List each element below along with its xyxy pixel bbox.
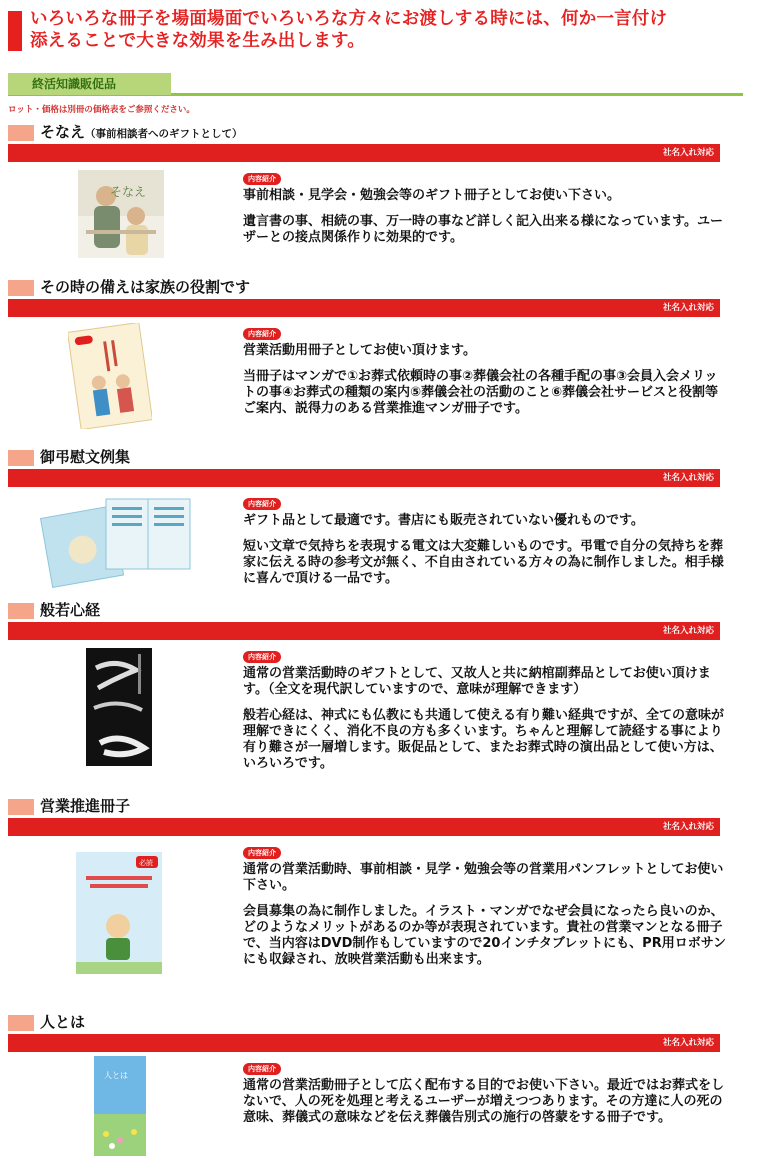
svg-text:人とは: 人とは [104,1071,128,1080]
svg-text:必読: 必読 [139,859,153,867]
section-title: そなえ（事前相談者へのギフトとして） [40,123,243,141]
content-badge: 内容紹介 [243,173,281,185]
product-section-hannya [8,600,725,771]
heading-square [8,799,34,815]
section-body [243,321,728,417]
section-paragraph: 当冊子はマンガで①お葬式依頼時の事②葬儀会社の各種手配の事③会員入会メリットの事④お葬式の種類の案内⑤葬儀会社の活動のこと⑥葬儀会社サービスと役割等ご案内、説得力のある営業推進マンガ冊子です。 [243,369,719,416]
section-heading [8,796,720,818]
section-red-bar [8,818,720,836]
content-badge: 内容紹介 [243,328,281,340]
product-image-sonae [78,170,164,262]
section-red-bar [8,144,720,162]
section-paragraph: 通常の営業活動冊子として広く配布する目的でお使い下さい。最近ではお葬式をしないで、人の死を処理と考えるユーザーが増えつつあります。その方達に人の死の意味、葬儀式の意味などを伝え葬儀告別式の施行の啓蒙をする冊子です。 [243,1078,725,1125]
section-paragraph: ギフト品として最適です。書店にも販売されていない優れものです。 [243,513,644,528]
product-image-sonotoki [68,323,152,433]
headline-line-1: いろいろな冊子を場面場面でいろいろな方々にお渡しする時には、何か一言付け [30,9,668,29]
section-heading [8,277,720,299]
headline [8,8,752,54]
company-name-tag: 社名入れ対応 [662,626,714,636]
section-red-bar [8,622,720,640]
product-section-choui [8,447,724,586]
section-paragraph: 会員募集の為に制作しました。イラスト・マンガでなぜ会員になったら良いのか、どのようなメリットがあるのか等が表現されています。貴社の営業マンとなる冊子で、当内容はDVD制作もしていますので20インチタブレットにも、PR用ロボサンにも収録され、放映営業活動も出来ます。 [243,904,727,967]
section-paragraph: 短い文章で気持ちを表現する電文は大変難しいものです。弔電で自分の気持ちを葬家に伝える時の参考文が無く、不自由されている方々の為に制作しました。相手様に喜んで頂ける一品です。 [243,539,724,586]
section-paragraph: 通常の営業活動時のギフトとして、又故人と共に納棺副葬品としてお使い頂けます。（全文を現代訳していますので、意味が理解できます） [243,666,711,697]
category-header [8,73,743,97]
company-name-tag: 社名入れ対応 [662,148,714,158]
content-badge: 内容紹介 [243,498,281,510]
section-heading [8,600,720,622]
headline-line-2: 添えることで大きな効果を生み出します。 [30,31,365,51]
product-section-hitotoha [8,1012,725,1125]
section-body [243,491,728,587]
section-subtitle: （事前相談者へのギフトとして） [85,128,243,140]
section-heading [8,447,720,469]
svg-text:そなえ: そなえ [110,185,147,199]
section-paragraph: 通常の営業活動時、事前相談・見学・勉強会等の営業用パンフレットとしてお使い下さい。 [243,862,724,893]
section-body [243,840,728,968]
heading-square [8,280,34,296]
heading-square [8,450,34,466]
category-label: 終活知識販促品 [8,73,171,95]
content-badge: 内容紹介 [243,847,281,859]
section-title: 御弔慰文例集 [40,448,131,466]
section-title: その時の備えは家族の役割です [40,278,251,296]
product-section-sonotoki [8,277,720,416]
section-body [243,1056,728,1126]
section-title: 般若心経 [40,601,101,619]
price-note: ロット・価格は別冊の価格表をご参照ください。 [8,105,195,115]
product-image-hannya [86,648,152,770]
product-section-sonae [8,122,723,245]
section-red-bar [8,299,720,317]
company-name-tag: 社名入れ対応 [662,1038,714,1048]
heading-square [8,603,34,619]
section-title: 人とは [40,1013,86,1031]
section-red-bar [8,1034,720,1052]
section-paragraph: 般若心経は、神式にも仏教にも共通して使える有り難い経典ですが、全ての意味が理解できにくく、消化不良の方も多くいます。ちゃんと理解して読経する事により有り難さが一層増します。販促品として、またお葬式時の演出品として使い方は、いろいろです。 [243,708,725,771]
section-paragraph: 事前相談・見学会・勉強会等のギフト冊子としてお使い下さい。 [243,188,621,203]
headline-text [30,8,754,52]
section-paragraph: 遺言書の事、相続の事、万一時の事など詳しく記入出来る様になっています。ユーザーとの接点関係作りに効果的です。 [243,214,723,245]
product-image-eigyou [76,852,162,978]
content-badge: 内容紹介 [243,1063,281,1075]
company-name-tag: 社名入れ対応 [662,303,714,313]
section-heading [8,1012,720,1034]
section-heading [8,122,720,144]
section-paragraph: 営業活動用冊子としてお使い頂けます。 [243,343,476,358]
product-image-hitotoha [94,1056,146,1160]
section-title: 営業推進冊子 [40,797,131,815]
section-red-bar [8,469,720,487]
headline-accent-bar [8,11,22,51]
section-body [243,644,728,772]
product-image-choui [36,491,196,593]
product-section-eigyou [8,796,727,967]
heading-square [8,125,34,141]
company-name-tag: 社名入れ対応 [662,822,714,832]
content-badge: 内容紹介 [243,651,281,663]
heading-square [8,1015,34,1031]
company-name-tag: 社名入れ対応 [662,473,714,483]
section-body [243,166,728,246]
